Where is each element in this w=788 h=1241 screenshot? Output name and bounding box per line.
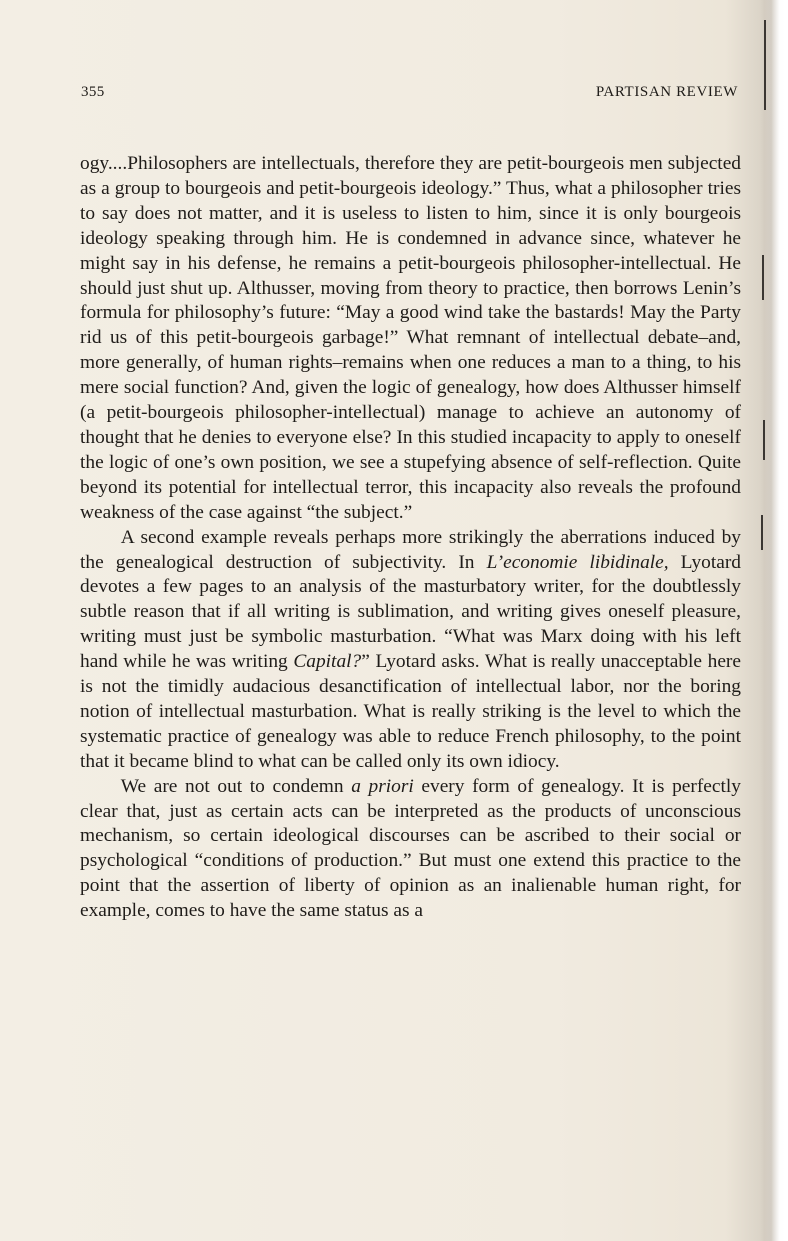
page-edge-line-4 (761, 515, 763, 550)
paragraph-2-start: A second example reveals perhaps more strikingly the aberrations induced by the genealogical destruction of subjectivity. In (80, 526, 741, 573)
page-number: 355 (81, 84, 105, 100)
book-title-italic: L’economie libidinale, (486, 551, 669, 573)
paragraph-1-text: ogy....Philosophers are intellectuals, therefore they are petit-bourgeois men subjected as a group to bourgeois and petit-bourgeois ideology.” Thus, what a philosopher tries to say does not matter, and it is useless to listen to him, since it is only bourgeois ideology speaking through him. He is condemned in advance since, whatever he might say in his defense, he remains a petit-bourgeois philosopher-intellectual. He should just shut up. Althusser, moving from theory to practice, then borrows Lenin’s formula for philosophy’s future: “May a good wind take the bastards! May the Party rid us of this petit-bourgeois garbage!” What remnant of intellectual debate–and, more generally, of human rights–remains when one reduces a man to a thing, to his mere social function? And, given the logic of genealogy, how does Althusser himself (a petit-bourgeois philosopher-intellectual) manage to achieve an autonomy of thought that he denies to everyone else? In this studied incapacity to apply to oneself the logic of one’s own position, we see a stupefying absence of self-reflection. Quite beyond its potential for intellectual terror, this incapacity also reveals the profound weakness of the case against “the subject.” (80, 153, 741, 523)
paragraph-3 (80, 775, 741, 924)
paragraph-2-end: ” Lyotard asks. What is really unacceptable here is not the timidly audacious desanctification of intellectual labor, nor the boring notion of intellectual masturbation. What is really striking is the level to which the systematic practice of genealogy was able to reduce French philosophy, to the point that it became blind to what can be called only its own idiocy. (80, 651, 741, 772)
running-head (81, 84, 738, 104)
page-edge-line-1 (764, 20, 766, 110)
page-edge-shadow (760, 0, 788, 1241)
paragraph-3-end: every form of genealogy. It is perfectly clear that, just as certain acts can be interpreted as the products of unconscious mechanism, so certain ideological discourses can be ascribed to their social or psychological “conditions of production.” But must one extend this practice to the point that the assertion of liberty of opinion as an inalienable human right, for example, comes to have the same status as a (80, 775, 741, 922)
body-text (80, 152, 741, 924)
paragraph-3-start: We are not out to condemn (120, 775, 352, 797)
paragraph-2 (80, 526, 741, 775)
page-edge-line-3 (763, 420, 765, 460)
paragraph-1 (80, 152, 741, 526)
capital-italic: Capital? (293, 651, 362, 673)
paragraph-2-mid: Lyotard devotes a few pages to an analysis of the masturbatory writer, for the doubtlessly subtle reason that if all writing is sublimation, and writing gives oneself pleasure, writing must just be symbolic masturbation. “What was Marx doing with his left hand while he was writing (80, 551, 741, 673)
a-priori-italic: a priori (351, 775, 414, 797)
journal-title: PARTISAN REVIEW (595, 84, 738, 100)
page-edge-line-2 (762, 255, 764, 300)
